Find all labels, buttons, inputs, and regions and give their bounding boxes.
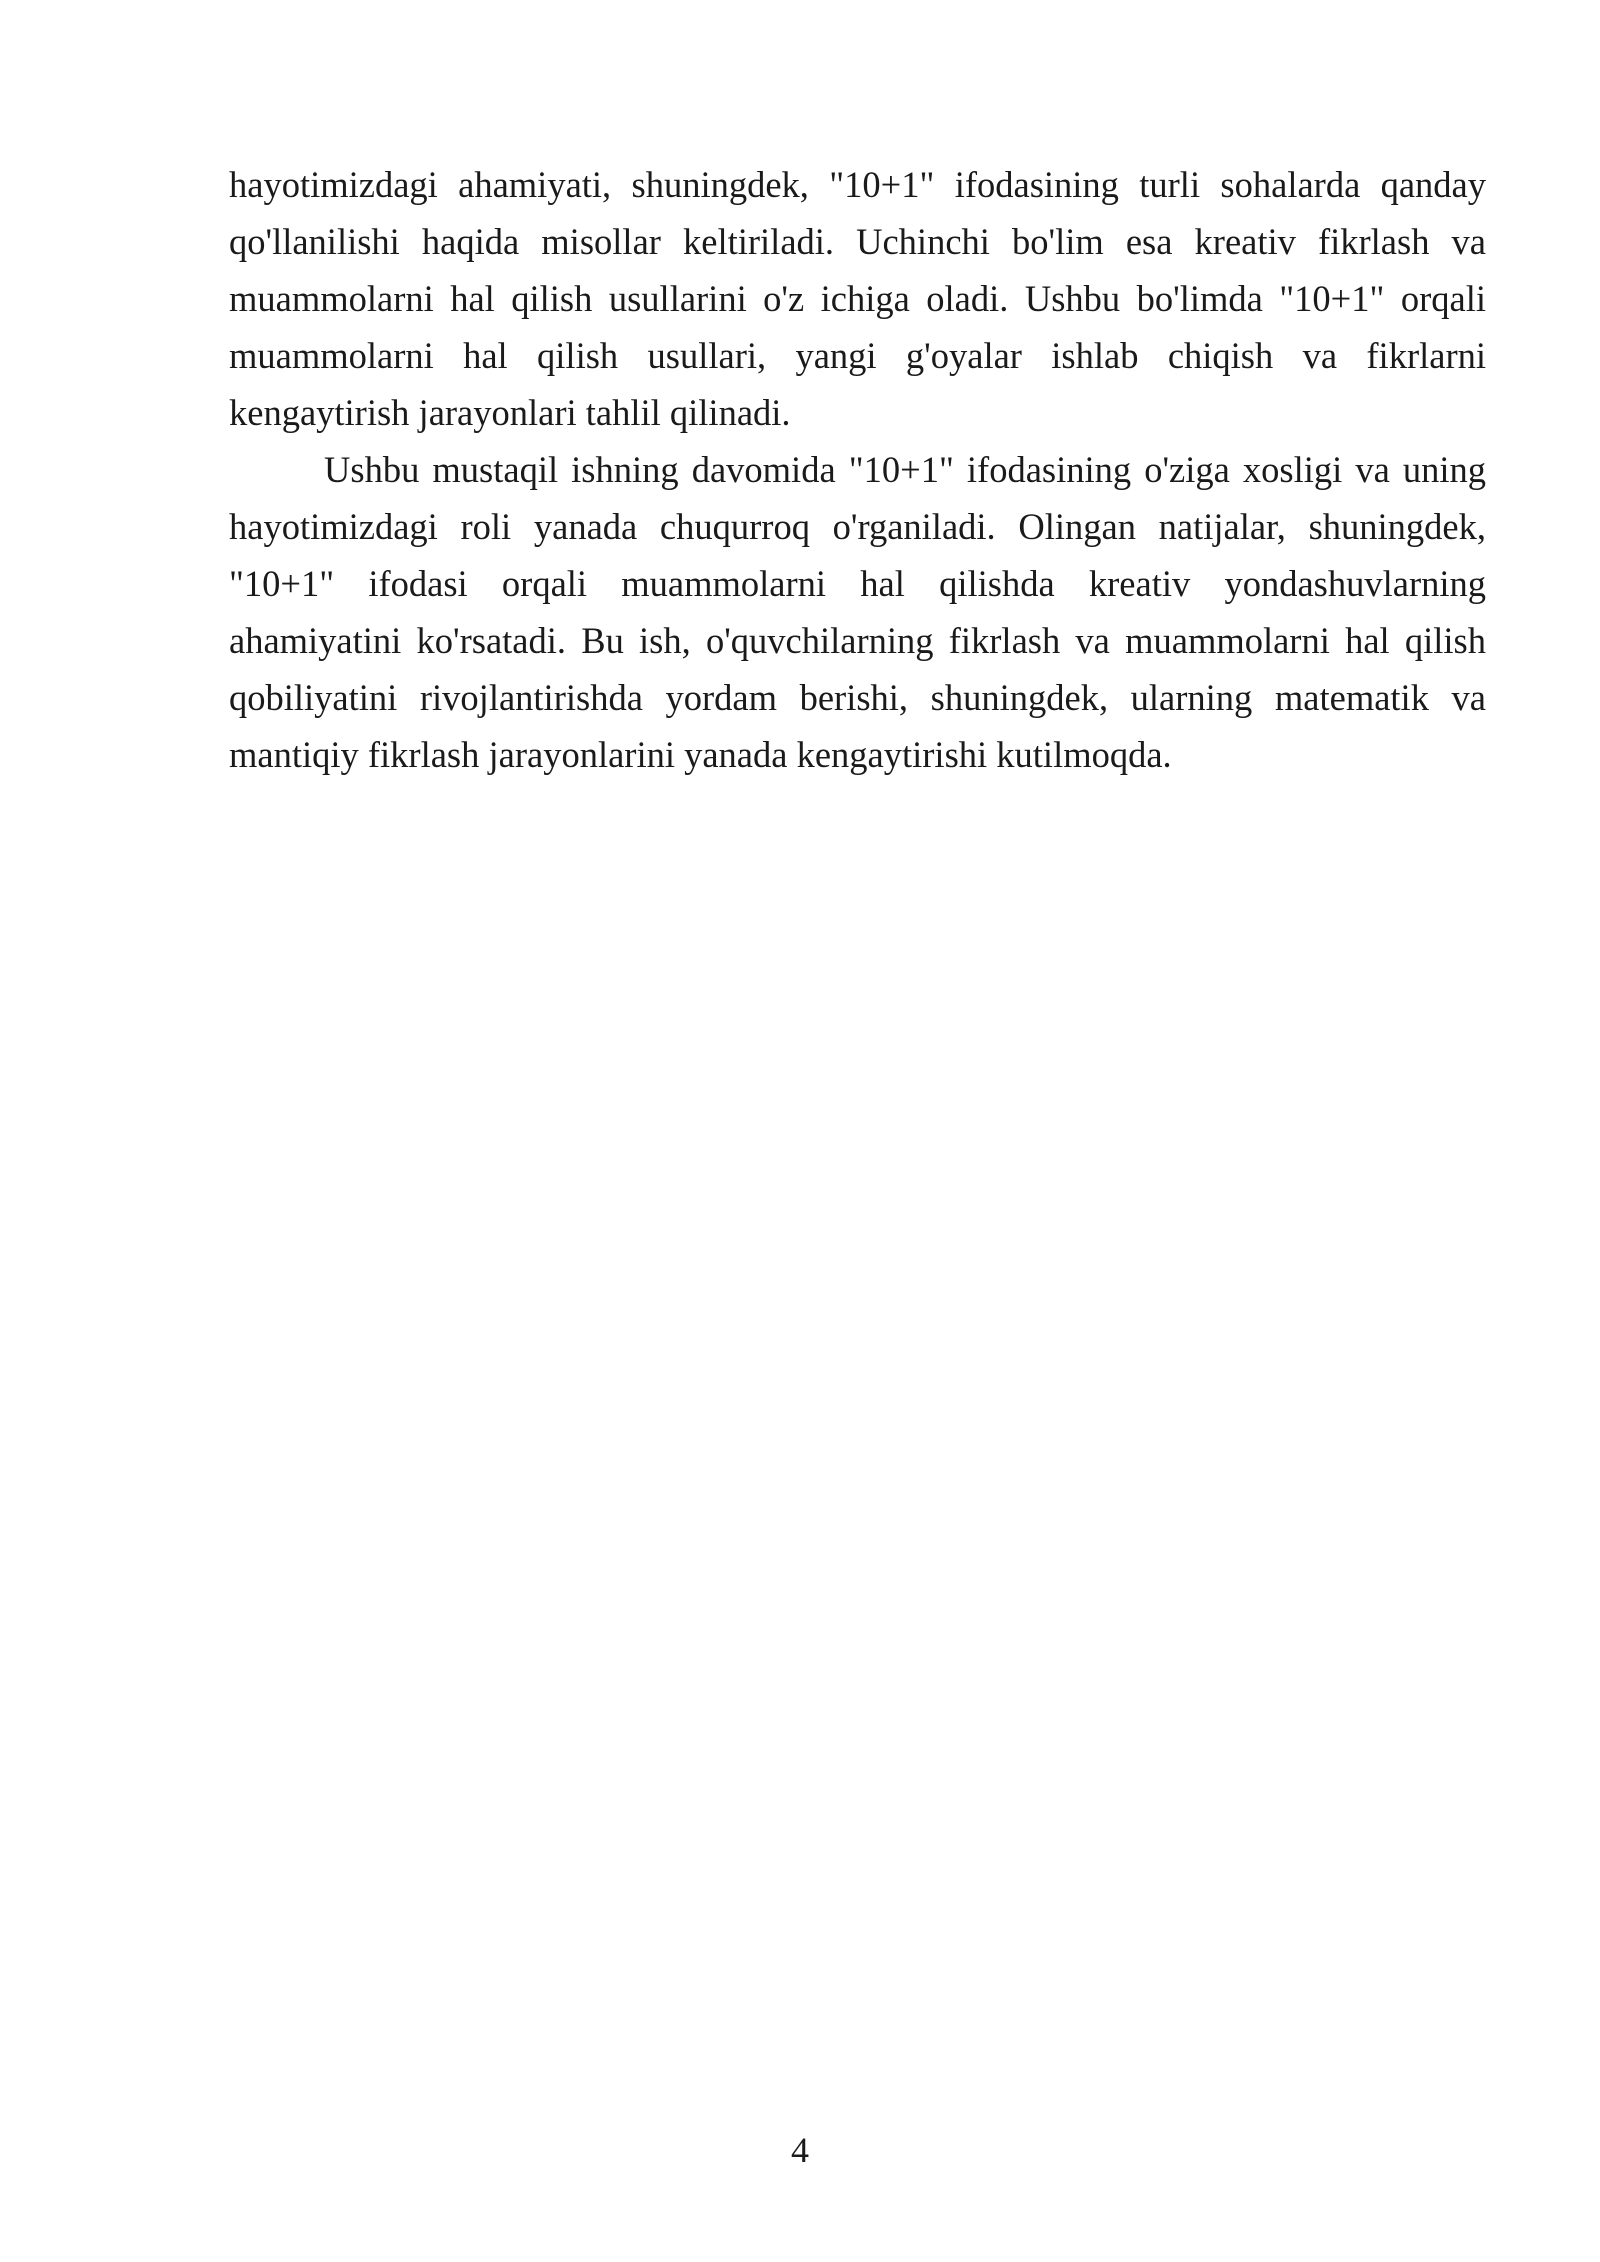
page-number: 4	[791, 2130, 809, 2170]
paragraph: Ushbu mustaqil ishning davomida "10+1" ifodasining o'ziga xosligi va uning hayotimizdagi roli yanada chuqurroq o'rganiladi. Olingan natijalar, shuningdek, "10+1" ifodasi orqali muammolarni hal qilishda kreativ yondashuvlarning ahamiyatini ko'rsatadi. Bu ish, o'quvchilarning fikrlash va muammolarni hal qilish qobiliyatini rivojlantirishda yordam berishi, shuningdek, ularning matematik va mantiqiy fikrlash jarayonlarini yanada kengaytirishi kutilmoqda.	[229, 449, 1486, 775]
body-text	[229, 156, 1486, 783]
paragraph-continuation: hayotimizdagi ahamiyati, shuningdek, "10+1" ifodasining turli sohalarda qanday qo'llanilishi haqida misollar keltiriladi. Uchinchi bo'lim esa kreativ fikrlash va muammolarni hal qilish usullarini o'z ichiga oladi. Ushbu bo'limda "10+1" orqali muammolarni hal qilish usullari, yangi g'oyalar ishlab chiqish va fikrlarni kengaytirish jarayonlari tahlil qilinadi.	[229, 164, 1486, 433]
